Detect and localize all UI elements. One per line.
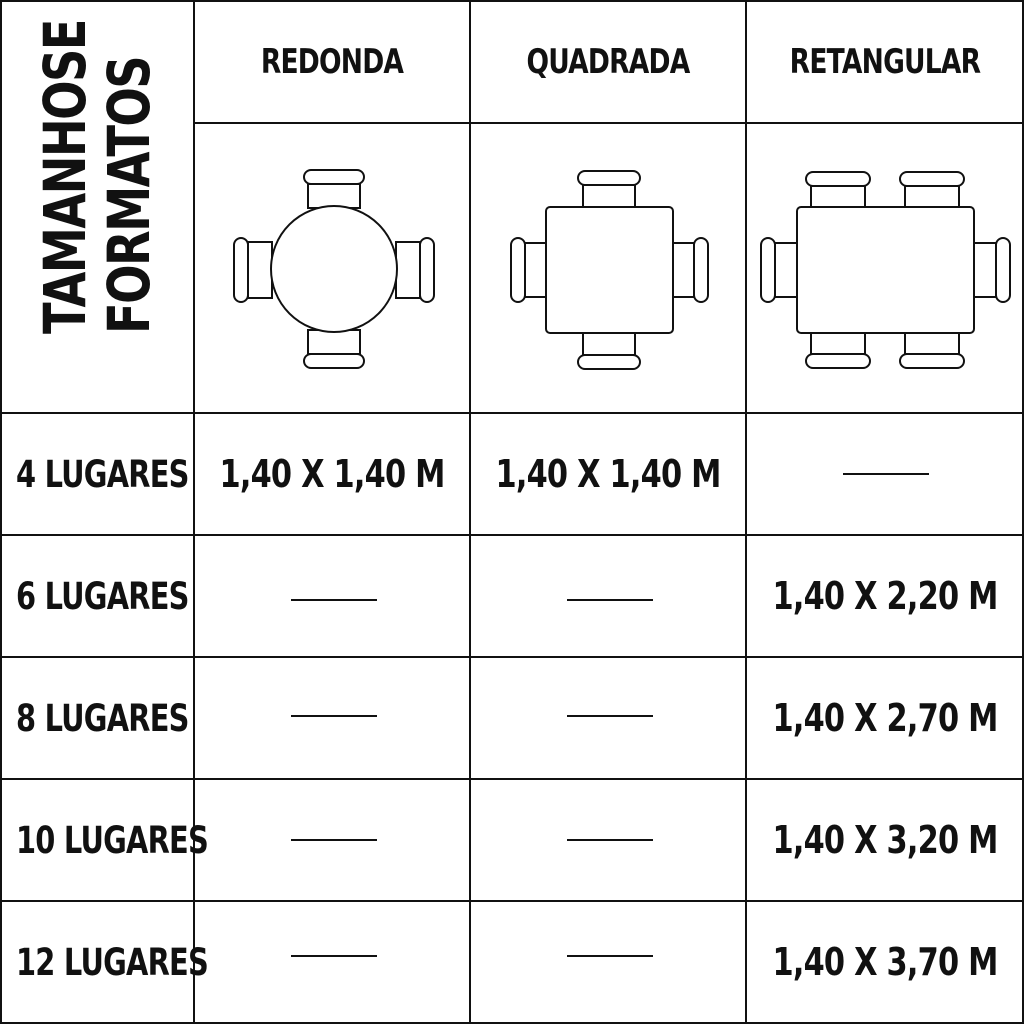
- size-cell: 1,40 X 3,70 M: [772, 940, 998, 984]
- not-available-dash: [567, 955, 653, 957]
- size-cell: 1,40 X 3,20 M: [772, 818, 998, 862]
- row-label: 4 LUGARES: [16, 452, 189, 496]
- not-available-dash: [291, 955, 377, 957]
- not-available-dash: [291, 715, 377, 717]
- title-line-2: FORMATOS: [95, 56, 163, 334]
- title-line-1: TAMANHOSE: [31, 20, 99, 334]
- table-title: [0, 0, 194, 413]
- not-available-dash: [567, 839, 653, 841]
- not-available-dash: [567, 599, 653, 601]
- column-header-quadrada: QUADRADA: [526, 41, 690, 82]
- size-cell: 1,40 X 2,70 M: [772, 696, 998, 740]
- not-available-dash: [567, 715, 653, 717]
- column-header-redonda: REDONDA: [260, 41, 404, 82]
- row-label: 6 LUGARES: [16, 574, 189, 618]
- row-label: 12 LUGARES: [16, 940, 208, 984]
- not-available-dash: [291, 839, 377, 841]
- size-cell: 1,40 X 1,40 M: [495, 452, 721, 496]
- round-table-icon: [234, 170, 434, 368]
- square-table-icon: [511, 171, 708, 369]
- not-available-dash: [291, 599, 377, 601]
- row-label: 8 LUGARES: [16, 696, 189, 740]
- size-cell: 1,40 X 2,20 M: [772, 574, 998, 618]
- size-cell: 1,40 X 1,40 M: [219, 452, 445, 496]
- not-available-dash: [843, 473, 929, 475]
- row-label: 10 LUGARES: [16, 818, 208, 862]
- rectangular-table-icon: [761, 172, 1010, 368]
- column-header-retangular: RETANGULAR: [789, 41, 981, 82]
